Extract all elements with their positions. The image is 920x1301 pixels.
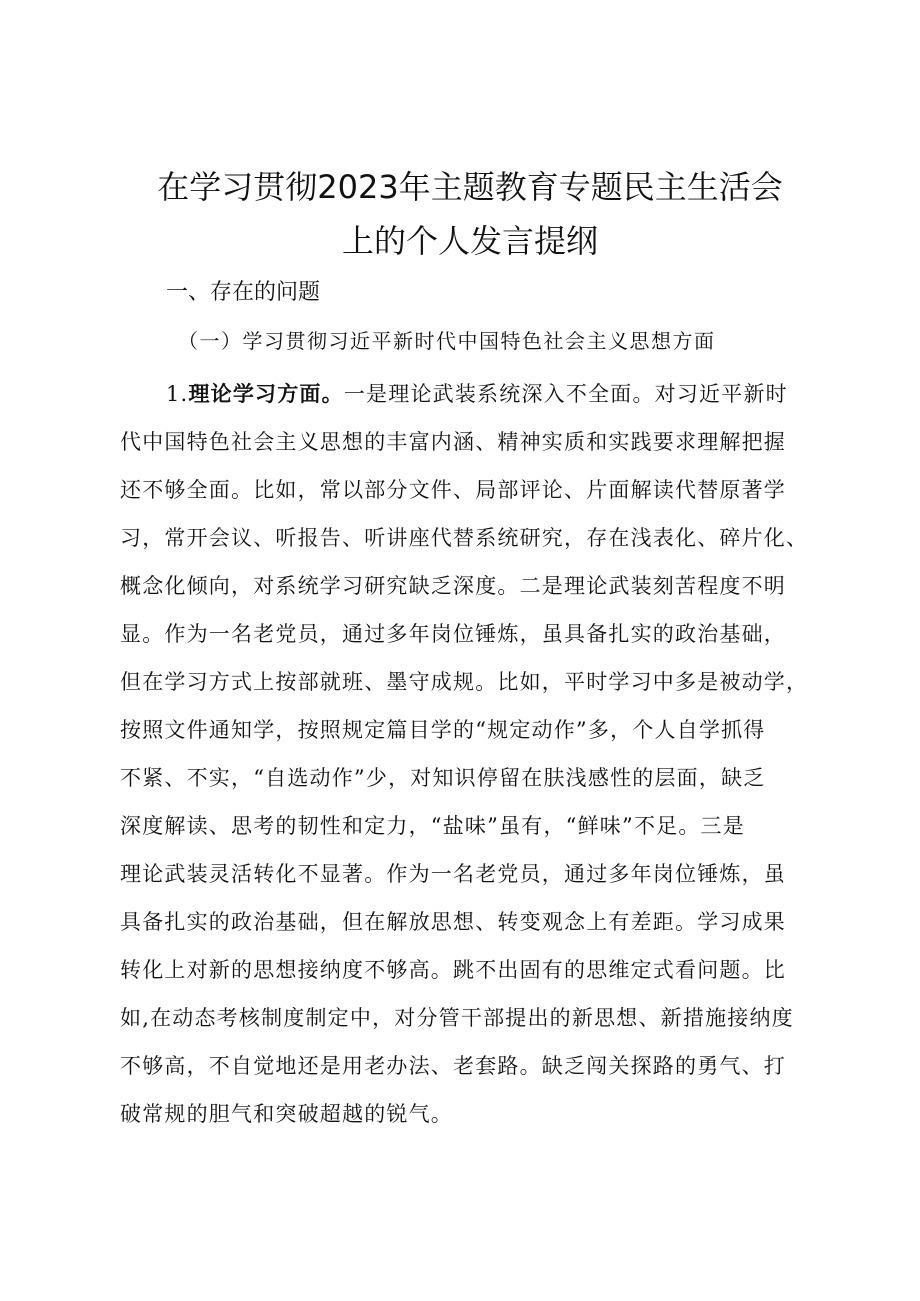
paragraph-line-12: 具备扎实的政治基础，但在解放思想、转变观念上有差距。学习成果 xyxy=(120,910,786,934)
paragraph-lead-bold: 理论学习方面。 xyxy=(188,382,344,406)
paragraph-line-16: 破常规的胆气和突破超越的锐气。 xyxy=(120,1102,453,1126)
paragraph-line-10: 深度解读、思考的韧性和定力，“盐味”虽有，“鲜味”不足。三是 xyxy=(120,814,745,838)
document-title-line-2: 上的个人发言提纲 xyxy=(341,222,598,260)
paragraph-line-5: 概念化倾向，对系统学习研究缺乏深度。二是理论武装刻苦程度不明 xyxy=(120,574,786,598)
paragraph-lead-number: 1. xyxy=(166,382,189,406)
section-heading-problems: 一、存在的问题 xyxy=(166,280,321,305)
paragraph-line-6: 显。作为一名老党员，通过多年岗位锤炼，虽具备扎实的政治基础， xyxy=(120,622,786,646)
paragraph-line-13: 转化上对新的思想接纳度不够高。跳不出固有的思维定式看问题。比 xyxy=(120,958,786,982)
paragraph-line-7: 但在学习方式上按部就班、墨守成规。比如，平时学习中多是被动学， xyxy=(120,670,809,694)
paragraph-line-11: 理论武装灵活转化不显著。作为一名老党员，通过多年岗位锤炼，虽 xyxy=(120,862,786,886)
paragraph-line-15: 不够高，不自觉地还是用老办法、老套路。缺乏闯关探路的勇气、打 xyxy=(120,1054,786,1078)
paragraph-line-8: 按照文件通知学，按照规定篇目学的“规定动作”多，个人自学抓得 xyxy=(120,718,766,742)
paragraph-line-9: 不紧、不实，“自选动作”少，对知识停留在肤浅感性的层面，缺乏 xyxy=(120,766,766,790)
paragraph-line-3: 还不够全面。比如，常以部分文件、局部评论、片面解读代替原著学 xyxy=(120,478,786,502)
document-title-line-1: 在学习贯彻2023年主题教育专题民主生活会 xyxy=(157,168,783,206)
paragraph-line-2: 代中国特色社会主义思想的丰富内涵、精神实质和实践要求理解把握 xyxy=(120,430,786,454)
paragraph-line-text: 一是理论武装系统深入不全面。对习近平新时 xyxy=(343,382,788,406)
paragraph-line-4: 习，常开会议、听报告、听讲座代替系统研究，存在浅表化、碎片化、 xyxy=(120,526,809,550)
paragraph-line-14: 如,在动态考核制度制定中，对分管干部提出的新思想、新措施接纳度 xyxy=(120,1006,794,1030)
paragraph-line-1 xyxy=(166,378,816,408)
subsection-heading-theory: （一）学习贯彻习近平新时代中国特色社会主义思想方面 xyxy=(178,329,716,353)
